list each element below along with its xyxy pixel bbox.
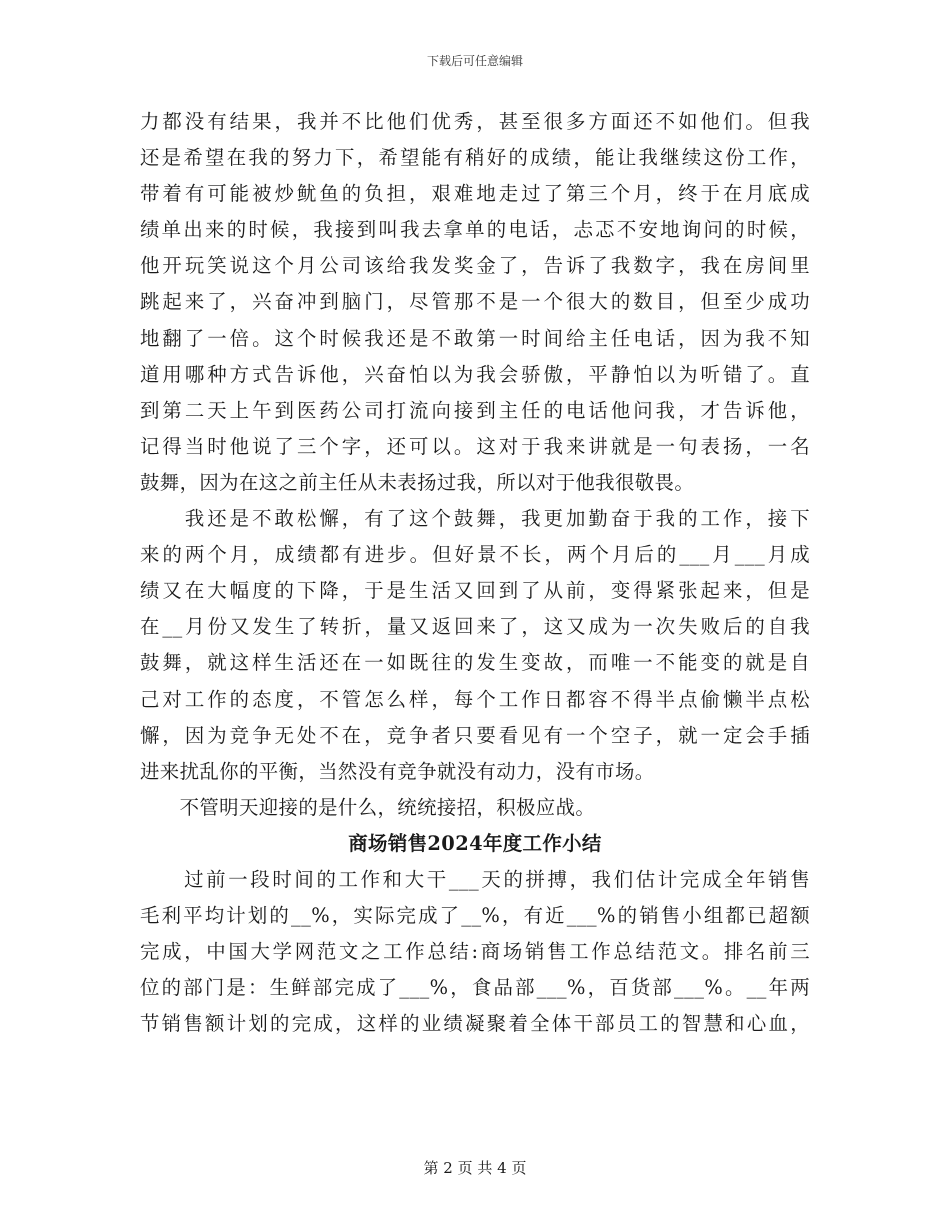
text-line: 跳起来了，兴奋冲到脑门，尽管那不是一个很大的数目，但至少成功 (140, 290, 810, 314)
text-line: 鼓舞，因为在这之前主任从未表扬过我，所以对于他我很敬畏。 (140, 470, 695, 494)
text-line: 还是希望在我的努力下，希望能有稍好的成绩，能让我继续这份工作， (140, 146, 810, 170)
page-number-footer: 第 2 页 共 4 页 (423, 1159, 527, 1177)
text-line: 他开玩笑说这个月公司该给我发奖金了，告诉了我数字，我在房间里 (140, 254, 810, 278)
text-line: 来的两个月，成绩都有进步。但好景不长，两个月后的___月___月成 (140, 543, 810, 567)
text-line: 鼓舞，就这样生活还在一如既往的发生变故，而唯一不能变的就是自 (140, 651, 810, 675)
text-line: 带着有可能被炒鱿鱼的负担，艰难地走过了第三个月，终于在月底成 (140, 182, 810, 206)
text-line: 懈，因为竞争无处不在，竞争者只要看见有一个空子，就一定会手插 (140, 723, 810, 747)
paragraph-2 (140, 501, 810, 790)
text-line: 完成，中国大学网范文之工作总结:商场销售工作总结范文。排名前三 (140, 940, 810, 964)
text-line: 过前一段时间的工作和大干___天的拼搏，我们估计完成全年销售 (140, 867, 810, 891)
document-body (140, 104, 810, 1042)
text-line: 地翻了一倍。这个时候我还是不敢第一时间给主任电话，因为我不知 (140, 326, 810, 350)
text-line: 在__月份又发生了转折，量又返回来了，这又成为一次失败后的自我 (140, 615, 810, 639)
text-line: 我还是不敢松懈，有了这个鼓舞，我更加勤奋于我的工作，接下 (140, 507, 810, 531)
text-line: 力都没有结果，我并不比他们优秀，甚至很多方面还不如他们。但我 (140, 110, 810, 133)
text-line: 记得当时他说了三个字，还可以。这对于我来讲就是一句表扬，一名 (140, 434, 810, 458)
section-title: 商场销售2024年度工作小结 (348, 831, 602, 855)
text-line: 绩又在大幅度的下降，于是生活又回到了从前，变得紧张起来，但是 (140, 579, 810, 603)
text-line: 进来扰乱你的平衡，当然没有竞争就没有动力，没有市场。 (140, 759, 655, 783)
text-line: 己对工作的态度，不管怎么样，每个工作日都容不得半点偷懒半点松 (140, 687, 810, 711)
text-line: 道用哪种方式告诉他，兴奋怕以为我会骄傲，平静怕以为听错了。直 (140, 362, 810, 386)
text-line: 绩单出来的时候，我接到叫我去拿单的电话，忐忑不安地询问的时候， (140, 218, 810, 242)
text-line: 毛利平均计划的__%，实际完成了__%，有近___%的销售小组都已超额 (140, 904, 810, 928)
text-line: 位的部门是：生鲜部完成了___%，食品部___%，百货部___%。__年两 (140, 976, 810, 1000)
section-paragraph (140, 862, 810, 1042)
text-line: 到第二天上午到医药公司打流向接到主任的电话他问我，才告诉他， (140, 398, 810, 422)
text-line: 不管明天迎接的是什么，统统接招，积极应战。 (140, 795, 596, 819)
paragraph-3 (140, 790, 810, 826)
text-line: 节销售额计划的完成，这样的业绩凝聚着全体干部员工的智慧和心血， (140, 1012, 810, 1036)
paragraph-1 (140, 104, 810, 501)
page-header-note: 下载后可任意编辑 (426, 54, 523, 68)
